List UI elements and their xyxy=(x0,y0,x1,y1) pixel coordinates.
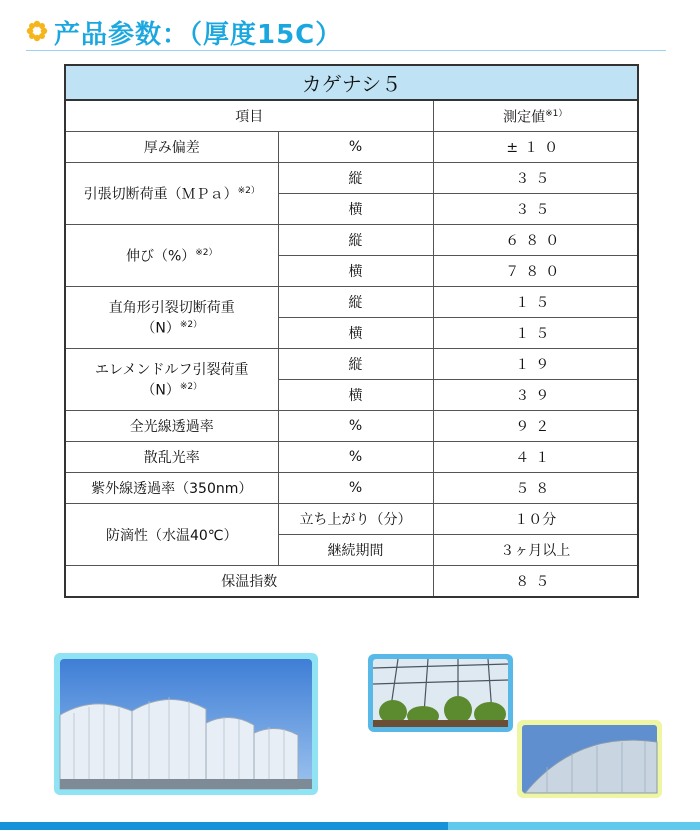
row-note: ※2） xyxy=(179,320,203,331)
row-unit: % xyxy=(278,132,433,163)
row-sub: 縦 xyxy=(278,349,433,380)
row-sub: 横 xyxy=(278,194,433,225)
row-value: ５８ xyxy=(433,473,638,504)
header-item: 項目 xyxy=(65,100,433,132)
row-sub: 縦 xyxy=(278,287,433,318)
row-label: 保温指数 xyxy=(65,566,433,598)
row-label: 紫外線透過率（350nm） xyxy=(65,473,278,504)
row-unit: % xyxy=(278,442,433,473)
row-note: ※2） xyxy=(179,382,203,393)
row-sub: 縦 xyxy=(278,163,433,194)
row-label: 引張切断荷重（ＭＰａ）$^{※2)}$ xyxy=(65,163,278,225)
row-note: ※2） xyxy=(195,248,218,259)
table-row xyxy=(65,163,638,194)
table-header-row xyxy=(65,100,638,132)
row-label: 防滴性（水温40℃） xyxy=(65,504,278,566)
row-sub: 縦 xyxy=(278,225,433,256)
greenhouse-photo-interior xyxy=(368,654,513,732)
greenhouse-interior-image xyxy=(368,654,513,732)
table-row xyxy=(65,566,638,598)
row-value: ３５ xyxy=(433,163,638,194)
header-divider xyxy=(26,50,666,51)
row-value: ９２ xyxy=(433,411,638,442)
table-row xyxy=(65,132,638,163)
row-sub: 横 xyxy=(278,318,433,349)
row-unit: % xyxy=(278,411,433,442)
table-row xyxy=(65,473,638,504)
page-title: 产品参数：（厚度15C） xyxy=(54,20,343,50)
row-value: ３ヶ月以上 xyxy=(433,535,638,566)
row-label: 厚み偏差 xyxy=(65,132,278,163)
greenhouse-photo-tunnel xyxy=(517,720,662,798)
row-sub: 横 xyxy=(278,256,433,287)
row-sub: 横 xyxy=(278,380,433,411)
row-label: 全光線透過率 xyxy=(65,411,278,442)
table-row xyxy=(65,287,638,318)
row-value: １０分 xyxy=(433,504,638,535)
table-row xyxy=(65,442,638,473)
flower-icon xyxy=(26,20,48,42)
table-row xyxy=(65,349,638,380)
row-label: エレメンドルフ引裂荷重 $(N)^{※2)}$ xyxy=(65,349,278,411)
row-value: ±１０ xyxy=(433,132,638,163)
greenhouse-tunnel-image xyxy=(517,720,662,798)
greenhouse-photo-exterior xyxy=(54,653,318,795)
table-row xyxy=(65,504,638,535)
row-label: 伸び（%）$^{※2)}$ xyxy=(65,225,278,287)
row-value: ７８０ xyxy=(433,256,638,287)
greenhouse-exterior-image xyxy=(54,653,318,795)
row-value: １５ xyxy=(433,287,638,318)
table-caption-row xyxy=(65,65,638,100)
row-unit: % xyxy=(278,473,433,504)
section-header xyxy=(0,0,700,56)
header-value-note: ※1） xyxy=(545,108,568,119)
spec-table xyxy=(64,64,639,598)
row-value: ８５ xyxy=(433,566,638,598)
header-value: 測定値$^{※1)}$ xyxy=(433,100,638,132)
table-caption: カゲナシ５ xyxy=(65,65,638,100)
table-row xyxy=(65,411,638,442)
row-value: ３５ xyxy=(433,194,638,225)
row-value: ３９ xyxy=(433,380,638,411)
table-row xyxy=(65,225,638,256)
row-value: ６８０ xyxy=(433,225,638,256)
row-note: ※2） xyxy=(237,186,260,197)
row-sub: 継続期間 xyxy=(278,535,433,566)
row-label: 直角形引裂切断荷重 $(N)^{※2)}$ xyxy=(65,287,278,349)
row-sub: 立ち上がり（分） xyxy=(278,504,433,535)
row-value: １９ xyxy=(433,349,638,380)
row-value: ４１ xyxy=(433,442,638,473)
row-label: 散乱光率 xyxy=(65,442,278,473)
row-value: １５ xyxy=(433,318,638,349)
footer-band xyxy=(0,822,700,830)
